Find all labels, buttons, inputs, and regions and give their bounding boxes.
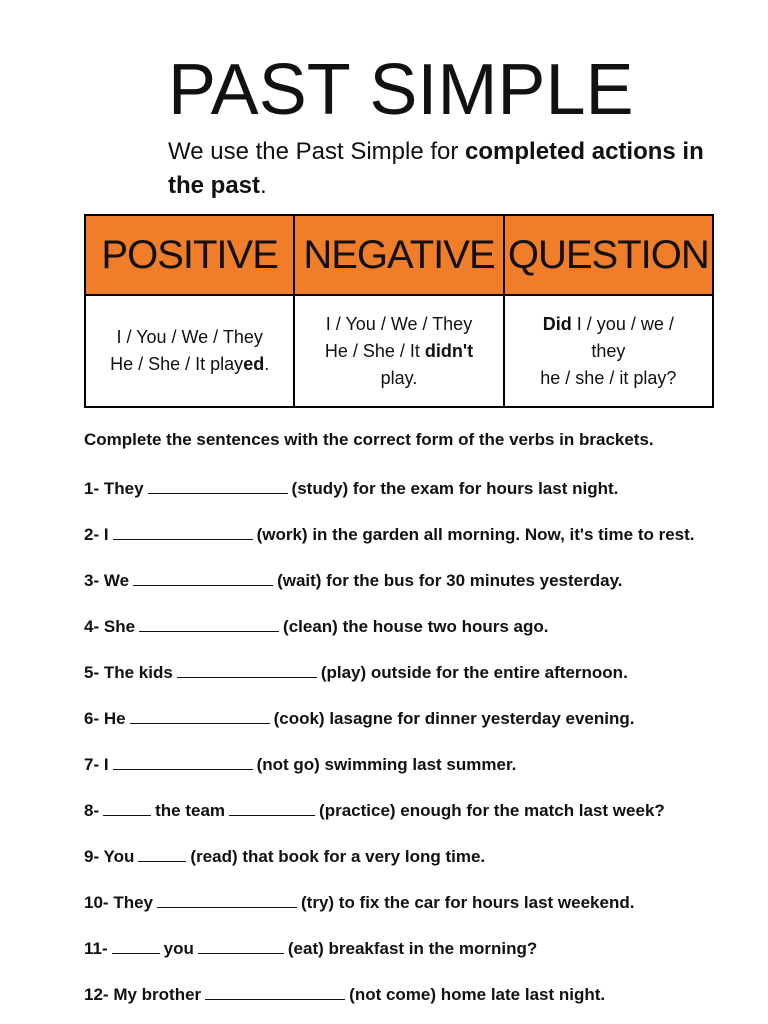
- grammar-table: [84, 214, 714, 408]
- exercise-number: 6-: [84, 709, 100, 728]
- exercise-number: 5-: [84, 663, 100, 682]
- exercise-subject: You: [103, 847, 135, 866]
- page-title: PAST SIMPLE: [168, 50, 634, 130]
- exercise-rest: (read) that book for a very long time.: [190, 847, 486, 866]
- exercise-item: [84, 518, 695, 564]
- exercise-item: [84, 702, 695, 748]
- answer-blank[interactable]: [138, 841, 186, 862]
- exercise-rest: (not come) home late last night.: [349, 985, 606, 1004]
- exercise-rest: (cook) lasagne for dinner yesterday evening.: [273, 709, 635, 728]
- positive-ending: ed: [243, 354, 265, 374]
- exercise-subject: the team: [155, 801, 226, 820]
- exercise-number: 10-: [84, 893, 109, 912]
- answer-blank[interactable]: [205, 979, 345, 1000]
- exercise-number: 9-: [84, 847, 100, 866]
- exercise-number: 1-: [84, 479, 100, 498]
- exercise-item: [84, 472, 695, 518]
- question-auxiliary: Did: [542, 313, 572, 334]
- negative-line3: play.: [380, 367, 418, 388]
- cell-positive: [85, 295, 294, 407]
- exercise-item: [84, 978, 695, 1024]
- exercise-subject: They: [103, 479, 144, 498]
- exercise-item: [84, 932, 695, 978]
- answer-blank[interactable]: [148, 473, 288, 494]
- exercise-subject: you: [163, 939, 194, 958]
- exercise-instruction: Complete the sentences with the correct form of the verbs in brackets.: [84, 430, 654, 449]
- exercise-subject: We: [103, 571, 130, 590]
- exercise-number: 11-: [84, 939, 108, 958]
- positive-period: .: [264, 354, 270, 374]
- exercise-rest: (try) to fix the car for hours last weekend.: [301, 893, 635, 912]
- exercise-rest: (clean) the house two hours ago.: [283, 617, 549, 636]
- answer-blank[interactable]: [157, 887, 297, 908]
- table-header-row: [85, 215, 713, 295]
- answer-blank-aux[interactable]: [103, 795, 151, 816]
- negative-line2: He / She / It: [324, 340, 425, 361]
- answer-blank[interactable]: [229, 795, 315, 816]
- exercise-item: [84, 840, 695, 886]
- cell-question: [504, 295, 713, 407]
- table-body-row: [85, 295, 713, 407]
- exercise-rest: (not go) swimming last summer.: [256, 755, 517, 774]
- intro-suffix: .: [260, 172, 267, 199]
- exercise-number: 12-: [84, 985, 109, 1004]
- cell-negative: [294, 295, 503, 407]
- exercise-subject: She: [103, 617, 136, 636]
- exercise-item: [84, 794, 695, 840]
- exercise-subject: He: [103, 709, 126, 728]
- exercise-item: [84, 564, 695, 610]
- intro-prefix: We use the Past Simple for: [168, 138, 466, 165]
- exercise-rest: (play) outside for the entire afternoon.: [320, 663, 628, 682]
- exercise-number: 8-: [84, 801, 100, 820]
- exercise-subject: I: [103, 755, 109, 774]
- exercise-rest: (work) in the garden all morning. Now, it's time to rest.: [256, 525, 695, 544]
- question-line1: I / you / we /: [571, 313, 674, 334]
- exercise-subject: I: [103, 525, 109, 544]
- intro-bold: completed actions in the past: [168, 138, 704, 199]
- exercise-subject: They: [113, 893, 153, 912]
- header-positive: POSITIVE: [85, 215, 294, 295]
- question-line2: they: [591, 340, 626, 361]
- exercise-subject: The kids: [103, 663, 173, 682]
- exercise-number: 2-: [84, 525, 100, 544]
- negative-auxiliary: didn't: [424, 340, 474, 361]
- answer-blank[interactable]: [113, 519, 253, 540]
- answer-blank[interactable]: [130, 703, 270, 724]
- exercise-rest: (wait) for the bus for 30 minutes yesterday.: [277, 571, 623, 590]
- positive-line2: He / She / It play: [110, 354, 244, 374]
- answer-blank[interactable]: [198, 933, 284, 954]
- exercise-number: 4-: [84, 617, 100, 636]
- answer-blank[interactable]: [113, 749, 253, 770]
- exercise-item: [84, 610, 695, 656]
- answer-blank[interactable]: [133, 565, 273, 586]
- positive-line1: I / You / We / They: [116, 327, 263, 347]
- exercise-rest: (study) for the exam for hours last night.: [291, 479, 619, 498]
- exercise-item: [84, 748, 695, 794]
- exercise-rest: (practice) enough for the match last week?: [319, 801, 665, 820]
- answer-blank[interactable]: [177, 657, 317, 678]
- answer-blank[interactable]: [139, 611, 279, 632]
- intro-text: [168, 135, 728, 203]
- question-line3: he / she / it play?: [540, 367, 677, 388]
- exercise-number: 7-: [84, 755, 100, 774]
- answer-blank-aux[interactable]: [112, 933, 160, 954]
- header-question: QUESTION: [504, 215, 713, 295]
- exercise-list: [84, 472, 695, 1024]
- exercise-item: [84, 886, 695, 932]
- header-negative: NEGATIVE: [294, 215, 503, 295]
- exercise-item: [84, 656, 695, 702]
- exercise-rest: (eat) breakfast in the morning?: [287, 939, 538, 958]
- exercise-subject: My brother: [113, 985, 202, 1004]
- exercise-number: 3-: [84, 571, 100, 590]
- negative-line1: I / You / We / They: [325, 313, 473, 334]
